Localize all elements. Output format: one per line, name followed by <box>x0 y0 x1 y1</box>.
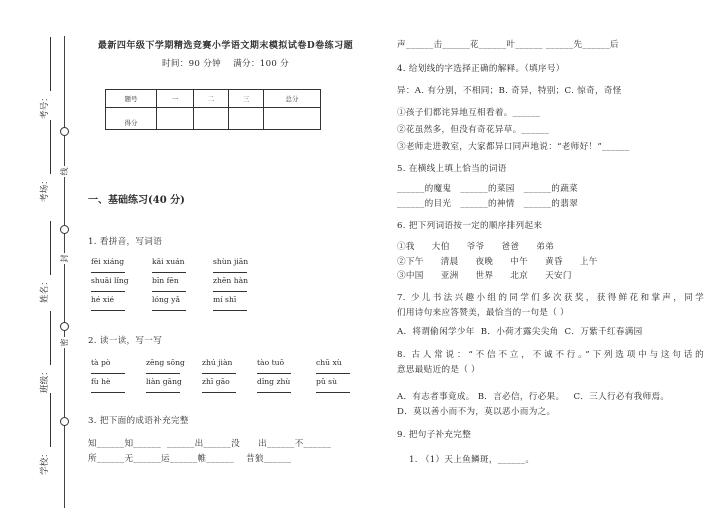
seal-char-xian: 线 <box>60 167 69 176</box>
binding-label: 班级： <box>40 367 50 393</box>
word: 大伯 <box>431 242 450 252</box>
pinyin-item <box>257 377 291 393</box>
binding-blank-line <box>40 221 51 275</box>
pinyin-item <box>91 358 125 374</box>
binding-field-school <box>39 393 51 475</box>
question-4-item: ③老师走进教室，大家都异口同声地说：“老师好！”______ <box>397 142 630 152</box>
word: ②下午 <box>397 257 424 267</box>
word: 天安门 <box>545 271 572 281</box>
binding-field-exam-room <box>39 120 51 202</box>
answer-blank <box>257 386 291 393</box>
pinyin-text: shùn jiān <box>213 257 249 266</box>
binding-hole-icon <box>60 225 69 234</box>
word: 世界 <box>475 271 494 281</box>
word: 爸爸 <box>501 242 520 252</box>
question-4-item: ①孩子们都诧异地互相看着。______ <box>397 108 541 118</box>
word: 夜晚 <box>475 257 494 267</box>
pinyin-item <box>91 276 129 292</box>
pinyin-text: mí shī <box>213 295 237 304</box>
score-table-header: 二 <box>194 90 229 108</box>
pinyin-text: hé xié <box>91 295 115 304</box>
seal-char-feng: 封 <box>60 254 69 263</box>
score-cell <box>194 108 229 130</box>
pinyin-text: lóng yǎ <box>152 295 180 304</box>
answer-blank <box>213 266 247 273</box>
answer-blank <box>213 285 247 292</box>
pinyin-text: kāi xuán <box>152 257 185 266</box>
pinyin-item <box>213 295 247 311</box>
question-6-row <box>397 271 589 282</box>
idiom-line: 知______知______ ______出______没 出______不______ <box>88 439 332 449</box>
binding-field-exam-number <box>39 37 51 119</box>
pinyin-text: liàn gāng <box>146 377 182 386</box>
answer-blank <box>91 266 125 273</box>
question-4-item: ②花虽然多，但没有奇花异草。______ <box>397 125 550 135</box>
binding-blank-line <box>40 311 51 365</box>
pinyin-item <box>213 257 248 273</box>
pinyin-text: pǔ sù <box>316 377 337 386</box>
binding-field-class <box>39 311 51 393</box>
question-7-text: 7. 少儿书法兴趣小组的同学们多次获奖，获得鲜花和掌声，同学 <box>397 293 704 303</box>
pinyin-item <box>316 358 350 374</box>
binding-label: 姓名： <box>40 277 50 303</box>
pinyin-item <box>146 377 182 393</box>
pinyin-item <box>152 276 186 292</box>
answer-blank <box>152 285 186 292</box>
word: 上午 <box>579 257 598 267</box>
pinyin-text: fù hè <box>91 377 111 386</box>
question-4-definition: 异：A. 有分别，不相同；B. 奇异，特别；C. 惊奇，奇怪 <box>397 86 622 96</box>
pinyin-text: fēi xiáng <box>91 257 125 266</box>
binding-label: 考场： <box>40 176 50 202</box>
pinyin-item <box>146 358 185 374</box>
question-7-text: 们用诗句来应答赞美，最恰当的一句是（ ） <box>397 308 570 318</box>
pinyin-item <box>152 257 186 273</box>
binding-hole-icon <box>60 127 69 136</box>
pinyin-text: bīn fēn <box>152 276 179 285</box>
binding-label: 学校： <box>40 449 50 475</box>
question-6-title: 6. 把下列词语按一定的顺序排列起来 <box>397 221 543 231</box>
page-title: 最新四年级下学期精选竞赛小学语文期末模拟试卷D卷练习题 <box>97 41 354 51</box>
pinyin-item <box>202 377 236 393</box>
answer-blank <box>202 367 236 374</box>
answer-blank <box>152 266 186 273</box>
answer-blank <box>91 367 125 374</box>
question-8-text: 8. 古人常说：“不信不立，不诚不行。”下列选项中与这句话的 <box>397 350 704 360</box>
word: 爷爷 <box>466 242 485 252</box>
pinyin-text: shuāi lǐng <box>91 276 129 285</box>
time-info: 时间：90 分钟 满分：100 分 <box>161 59 290 69</box>
idiom-line: 所______无______运______帷______ 昔狼______ <box>88 454 292 464</box>
pinyin-text: zēng sōng <box>146 358 185 367</box>
question-6-row <box>397 257 615 268</box>
score-cell <box>157 108 194 130</box>
seal-char-mi: 密 <box>60 338 69 347</box>
question-9-title: 9. 把句子补充完整 <box>397 430 472 440</box>
question-5-row: ______的魔鬼 ______的菜园 ______的蔬菜 <box>397 184 578 194</box>
binding-field-name <box>39 221 51 303</box>
binding-blank-line <box>40 393 51 447</box>
idiom-line: 声______击______花______叶______ ______先______后 <box>397 40 619 50</box>
score-cell <box>264 108 321 130</box>
question-2-title: 2. 读一读，写一写 <box>88 336 163 346</box>
question-7-options: A．将谓偷闲学少年 B．小荷才露尖尖角 C．万紫千红春满园 <box>397 327 643 337</box>
question-3-title: 3. 把下面的成语补充完整 <box>88 416 189 426</box>
answer-blank <box>316 367 350 374</box>
answer-blank <box>91 285 125 292</box>
pinyin-text: chū xù <box>316 358 342 367</box>
question-8-options: A．有志者事竟成。 B．言必信，行必果。 C．三人行必有我师焉。 <box>397 392 670 402</box>
question-1-title: 1. 看拼音，写词语 <box>88 237 163 247</box>
binding-hole-icon <box>60 417 69 426</box>
question-5-title: 5. 在横线上填上恰当的词语 <box>397 164 507 174</box>
answer-blank <box>91 304 125 311</box>
pinyin-item <box>152 295 186 311</box>
word: ①我 <box>397 242 415 252</box>
question-8-text: 意思最贴近的是（ ） <box>397 365 481 375</box>
score-table-header: 一 <box>157 90 194 108</box>
word: 中午 <box>510 257 529 267</box>
pinyin-item <box>202 358 236 374</box>
answer-blank <box>91 386 125 393</box>
pinyin-item <box>91 257 125 273</box>
score-table <box>105 89 321 130</box>
pinyin-item <box>213 276 248 292</box>
pinyin-item <box>91 377 125 393</box>
pinyin-text: zhú jiàn <box>202 358 233 367</box>
word: 清晨 <box>440 257 459 267</box>
word: 弟弟 <box>536 242 554 252</box>
question-8-options: D．莫以善小而不为，莫以恶小而为之。 <box>397 407 556 417</box>
pinyin-text: zhī gāo <box>202 377 230 386</box>
score-table-header: 总分 <box>264 90 321 108</box>
section-title: 一、基础练习(40 分) <box>88 195 185 206</box>
answer-blank <box>316 386 350 393</box>
answer-blank <box>146 386 180 393</box>
pinyin-text: tà pò <box>91 358 111 367</box>
binding-blank-line <box>40 120 51 174</box>
pinyin-text: dǐng zhù <box>257 377 291 386</box>
word: 亚洲 <box>440 271 459 281</box>
binding-label: 考号： <box>40 93 50 119</box>
score-table-header: 题号 <box>106 90 157 108</box>
pinyin-text: zhēn hàn <box>213 276 248 285</box>
answer-blank <box>213 304 247 311</box>
answer-blank <box>152 304 186 311</box>
binding-seal-line <box>64 36 65 508</box>
question-9-item: 1. （1）天上鱼鳞斑，______。 <box>409 455 535 465</box>
answer-blank <box>146 367 180 374</box>
question-4-title: 4. 给划线的字选择正确的解释。（填序号） <box>397 64 565 74</box>
pinyin-text: tào tuō <box>257 358 285 367</box>
word: ③中国 <box>397 271 424 281</box>
question-5-row: ______的目光 ______的神情 ______的翡翠 <box>397 199 578 209</box>
answer-blank <box>257 367 291 374</box>
score-row-label: 得分 <box>106 108 157 130</box>
binding-blank-line <box>40 37 51 91</box>
answer-blank <box>202 386 236 393</box>
pinyin-item <box>316 377 350 393</box>
word: 黄昏 <box>545 257 563 267</box>
pinyin-item <box>91 295 125 311</box>
score-table-header: 三 <box>229 90 264 108</box>
score-cell <box>229 108 264 130</box>
binding-hole-icon <box>60 322 69 331</box>
pinyin-item <box>257 358 291 374</box>
question-6-row <box>397 242 571 253</box>
word: 北京 <box>510 271 529 281</box>
